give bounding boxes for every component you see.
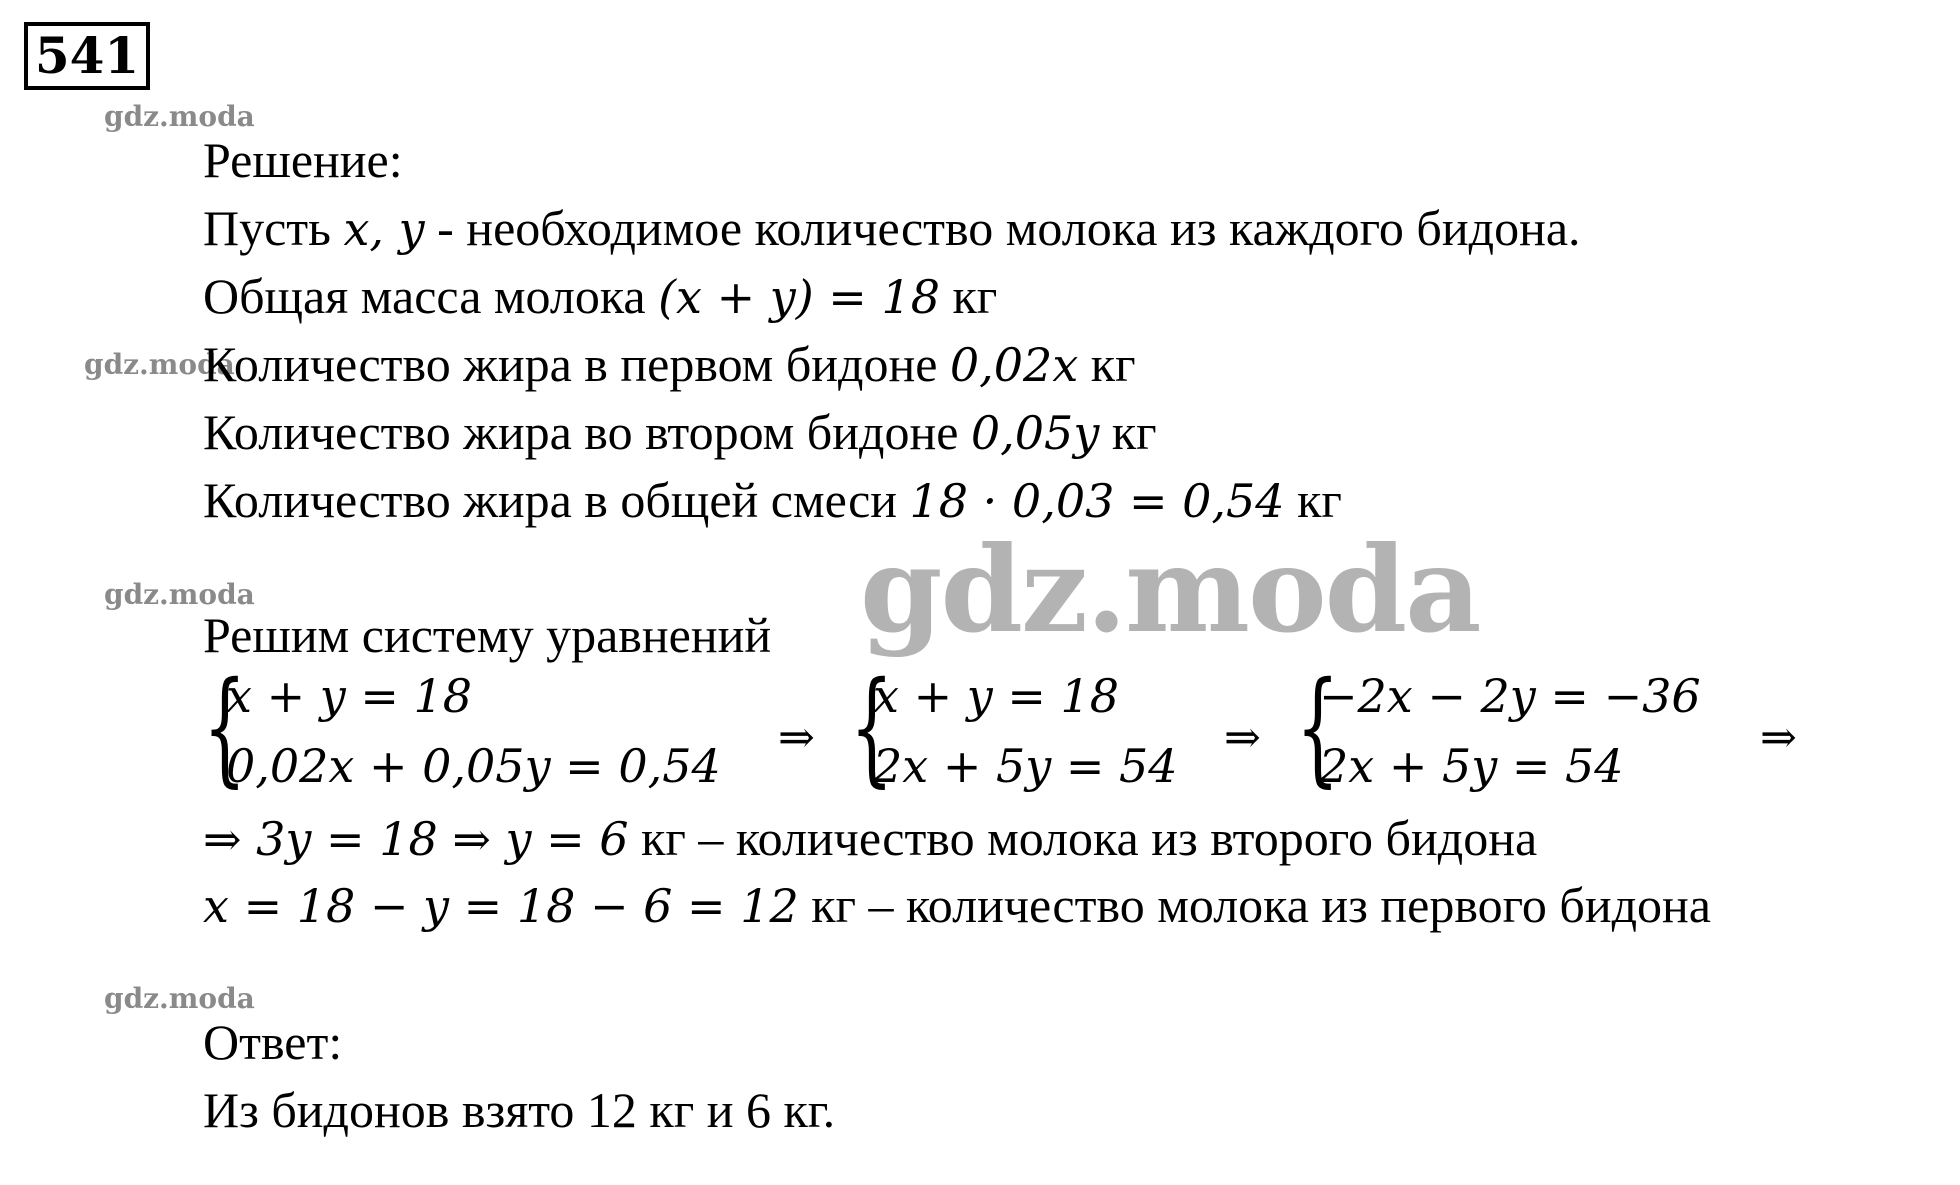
text-fragment: Общая масса молока bbox=[203, 268, 659, 324]
left-brace: { bbox=[203, 656, 247, 800]
implies-arrow: ⇒ bbox=[778, 712, 815, 763]
left-brace: { bbox=[1296, 656, 1340, 800]
text-fragment: кг – количество молока из второго бидона bbox=[628, 810, 1538, 866]
system-3-eq-2: 2x + 5y = 54 bbox=[1319, 739, 1624, 793]
system-2-eq-1: x + y = 18 bbox=[873, 669, 1120, 723]
implies-arrow: ⇒ bbox=[1760, 712, 1797, 763]
text-line-3 bbox=[203, 334, 1136, 395]
text-fragment: кг bbox=[1099, 404, 1157, 460]
implies-arrow: ⇒ bbox=[1224, 712, 1261, 763]
problem-number: 541 bbox=[24, 22, 150, 90]
math-fragment: 18 · 0,03 = 0,54 bbox=[909, 474, 1285, 528]
text-fragment: кг bbox=[940, 268, 998, 324]
text-fragment: Количество жира в первом бидоне bbox=[203, 336, 950, 392]
watermark-large: gdz.moda bbox=[860, 520, 1480, 659]
watermark-small-4: gdz.moda bbox=[104, 982, 255, 1015]
watermark-small-2: gdz.moda bbox=[84, 348, 235, 381]
text-fragment: Количество жира в общей смеси bbox=[203, 472, 910, 528]
math-fragment: ⇒ 3y = 18 ⇒ y = 6 bbox=[203, 812, 629, 866]
text-fragment: кг – количество молока из первого бидона bbox=[798, 877, 1711, 933]
math-fragment: (x + y) = 18 bbox=[658, 270, 941, 324]
result-line-1 bbox=[203, 808, 1537, 869]
text-fragment: - необходимое количество молока из каждого бидона. bbox=[424, 200, 1581, 256]
result-line-2 bbox=[203, 875, 1711, 936]
text-fragment: Пусть bbox=[203, 200, 344, 256]
answer-heading: Ответ: bbox=[203, 1014, 343, 1070]
system-1-eq-2: 0,02x + 0,05y = 0,54 bbox=[226, 739, 721, 793]
text-line-1 bbox=[203, 198, 1581, 259]
text-line-4 bbox=[203, 402, 1157, 463]
system-2-eq-2: 2x + 5y = 54 bbox=[873, 739, 1178, 793]
math-fragment: 0,05y bbox=[970, 406, 1100, 460]
system-heading: Решим систему уравнений bbox=[203, 607, 772, 663]
text-fragment: Количество жира во втором бидоне bbox=[203, 404, 971, 460]
math-fragment: x = 18 − y = 18 − 6 = 12 bbox=[203, 879, 799, 933]
text-fragment: кг bbox=[1078, 336, 1136, 392]
math-fragment: 0,02x bbox=[949, 338, 1079, 392]
answer-text: Из бидонов взято 12 кг и 6 кг. bbox=[203, 1082, 836, 1138]
watermark-small-3: gdz.moda bbox=[104, 578, 255, 611]
text-fragment: кг bbox=[1284, 472, 1342, 528]
solution-heading: Решение: bbox=[203, 132, 403, 188]
math-fragment: x, y bbox=[343, 202, 425, 256]
left-brace: { bbox=[850, 656, 894, 800]
system-1-eq-1: x + y = 18 bbox=[226, 669, 473, 723]
text-line-2 bbox=[203, 266, 997, 327]
system-3-eq-1: −2x − 2y = −36 bbox=[1319, 669, 1701, 723]
watermark-small-1: gdz.moda bbox=[104, 100, 255, 133]
